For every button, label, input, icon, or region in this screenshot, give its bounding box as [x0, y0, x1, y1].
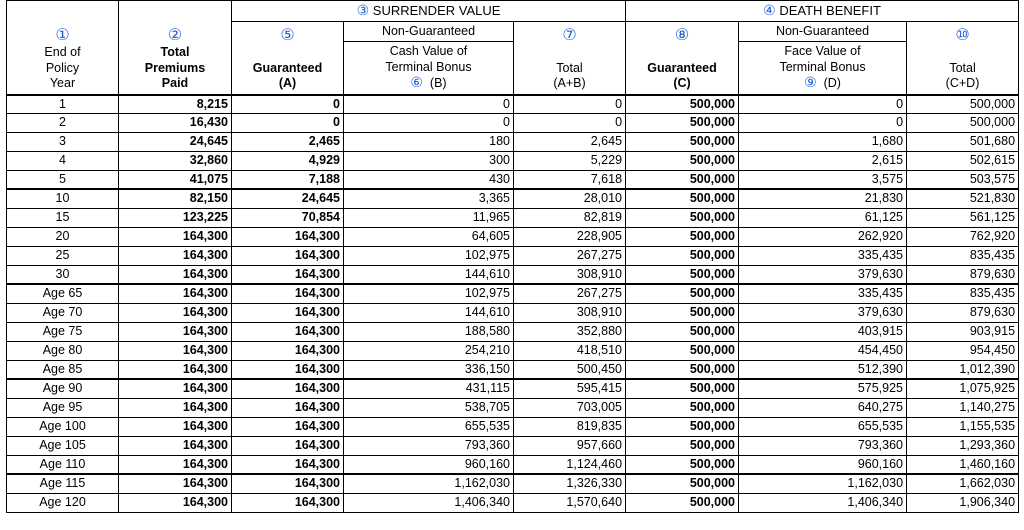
- policy-year-cell: Age 85: [7, 360, 119, 379]
- table-header: [7, 1, 1019, 95]
- value-cell: 21,830: [739, 189, 907, 208]
- value-cell: 954,450: [907, 341, 1019, 360]
- header-text: (C): [673, 76, 691, 90]
- policy-year-cell: 20: [7, 228, 119, 247]
- col-policy-year-header: [7, 1, 119, 95]
- value-cell: 7,618: [514, 170, 626, 189]
- policy-year-cell: 30: [7, 265, 119, 284]
- value-cell: 164,300: [232, 323, 344, 342]
- value-cell: 960,160: [739, 455, 907, 474]
- value-cell: 144,610: [344, 265, 514, 284]
- value-cell: 1,162,030: [344, 474, 514, 493]
- header-text: Policy: [45, 60, 80, 75]
- col-guaranteed-c-header: [626, 21, 739, 95]
- value-cell: 1,680: [739, 133, 907, 152]
- value-cell: 500,000: [626, 436, 739, 455]
- value-cell: 957,660: [514, 436, 626, 455]
- value-cell: 379,630: [739, 265, 907, 284]
- table-row: [7, 341, 1019, 360]
- value-cell: 1,140,275: [907, 399, 1019, 418]
- value-cell: 762,920: [907, 228, 1019, 247]
- marker-8: ⑧: [674, 27, 690, 44]
- value-cell: 703,005: [514, 399, 626, 418]
- value-cell: 267,275: [514, 284, 626, 303]
- value-cell: 500,000: [626, 95, 739, 114]
- value-cell: 16,430: [119, 114, 232, 133]
- value-cell: 335,435: [739, 246, 907, 265]
- table-row: [7, 265, 1019, 284]
- table-row: [7, 133, 1019, 152]
- value-cell: 164,300: [232, 379, 344, 398]
- value-cell: 595,415: [514, 379, 626, 398]
- policy-year-cell: 2: [7, 114, 119, 133]
- value-cell: 164,300: [232, 246, 344, 265]
- value-cell: 164,300: [232, 284, 344, 303]
- value-cell: 879,630: [907, 304, 1019, 323]
- value-cell: 300: [344, 151, 514, 170]
- policy-year-cell: 15: [7, 209, 119, 228]
- value-cell: 1,460,160: [907, 455, 1019, 474]
- value-cell: 500,000: [626, 399, 739, 418]
- value-cell: 3,365: [344, 189, 514, 208]
- value-cell: 0: [739, 95, 907, 114]
- value-cell: 1,012,390: [907, 360, 1019, 379]
- header-text: Paid: [161, 76, 189, 90]
- value-cell: 1,406,340: [739, 494, 907, 513]
- value-cell: 500,000: [626, 418, 739, 437]
- table-row: [7, 151, 1019, 170]
- value-cell: 336,150: [344, 360, 514, 379]
- header-text: Face Value of: [784, 44, 861, 58]
- value-cell: 24,645: [119, 133, 232, 152]
- value-cell: 32,860: [119, 151, 232, 170]
- header-text: Guaranteed: [252, 60, 323, 75]
- table-row: [7, 284, 1019, 303]
- value-cell: 28,010: [514, 189, 626, 208]
- policy-year-cell: Age 105: [7, 436, 119, 455]
- header-text: Terminal Bonus: [385, 59, 472, 74]
- policy-year-cell: 4: [7, 151, 119, 170]
- value-cell: 164,300: [119, 379, 232, 398]
- table-row: [7, 455, 1019, 474]
- table-row: [7, 95, 1019, 114]
- value-cell: 903,915: [907, 323, 1019, 342]
- value-cell: 164,300: [232, 455, 344, 474]
- table-row: [7, 189, 1019, 208]
- value-cell: 5,229: [514, 151, 626, 170]
- policy-year-cell: Age 110: [7, 455, 119, 474]
- value-cell: 500,000: [626, 455, 739, 474]
- value-cell: 164,300: [232, 418, 344, 437]
- value-cell: 1,162,030: [739, 474, 907, 493]
- value-cell: 538,705: [344, 399, 514, 418]
- policy-year-cell: Age 75: [7, 323, 119, 342]
- header-text: (D): [823, 76, 841, 90]
- value-cell: 123,225: [119, 209, 232, 228]
- value-cell: 500,000: [907, 95, 1019, 114]
- col-total-ab-header: [514, 21, 626, 95]
- value-cell: 500,000: [626, 323, 739, 342]
- value-cell: 164,300: [232, 265, 344, 284]
- value-cell: 164,300: [119, 304, 232, 323]
- value-cell: 254,210: [344, 341, 514, 360]
- header-text: End of: [44, 45, 81, 59]
- value-cell: 0: [514, 95, 626, 114]
- table-row: [7, 209, 1019, 228]
- value-cell: 500,000: [626, 494, 739, 513]
- value-cell: 82,819: [514, 209, 626, 228]
- value-cell: 500,000: [626, 209, 739, 228]
- header-text: Total: [556, 60, 583, 75]
- table-row: [7, 474, 1019, 493]
- policy-year-cell: Age 100: [7, 418, 119, 437]
- value-cell: 500,000: [626, 133, 739, 152]
- value-cell: 164,300: [119, 474, 232, 493]
- value-cell: 335,435: [739, 284, 907, 303]
- value-cell: 521,830: [907, 189, 1019, 208]
- value-cell: 1,662,030: [907, 474, 1019, 493]
- value-cell: 164,300: [119, 436, 232, 455]
- policy-year-cell: Age 95: [7, 399, 119, 418]
- value-cell: 164,300: [232, 341, 344, 360]
- table-row: [7, 114, 1019, 133]
- header-text: (B): [429, 76, 447, 90]
- value-cell: 164,300: [232, 494, 344, 513]
- table-row: [7, 304, 1019, 323]
- value-cell: 2,465: [232, 133, 344, 152]
- policy-year-cell: 3: [7, 133, 119, 152]
- value-cell: 500,000: [626, 246, 739, 265]
- policy-year-cell: Age 65: [7, 284, 119, 303]
- value-cell: 2,645: [514, 133, 626, 152]
- value-cell: 4,929: [232, 151, 344, 170]
- value-cell: 640,275: [739, 399, 907, 418]
- table-row: [7, 399, 1019, 418]
- value-cell: 1,075,925: [907, 379, 1019, 398]
- value-cell: 0: [232, 95, 344, 114]
- col-terminal-bonus-b-header: [344, 42, 514, 95]
- value-cell: 500,000: [626, 341, 739, 360]
- value-cell: 352,880: [514, 323, 626, 342]
- value-cell: 164,300: [232, 304, 344, 323]
- marker-10: ⑩: [955, 27, 970, 44]
- value-cell: 500,450: [514, 360, 626, 379]
- value-cell: 0: [344, 114, 514, 133]
- value-cell: 403,915: [739, 323, 907, 342]
- value-cell: 1,293,360: [907, 436, 1019, 455]
- value-cell: 164,300: [119, 360, 232, 379]
- marker-3: ③: [356, 2, 370, 18]
- value-cell: 164,300: [232, 360, 344, 379]
- policy-year-cell: Age 80: [7, 341, 119, 360]
- table-row: [7, 418, 1019, 437]
- surrender-value-title: SURRENDER VALUE: [372, 3, 501, 18]
- marker-2: ②: [167, 27, 183, 44]
- table-row: [7, 436, 1019, 455]
- value-cell: 835,435: [907, 284, 1019, 303]
- marker-4: ④: [763, 2, 776, 18]
- value-cell: 8,215: [119, 95, 232, 114]
- header-text: Terminal Bonus: [779, 59, 866, 74]
- col-terminal-bonus-d-header: [739, 42, 907, 95]
- policy-illustration-table: [6, 0, 1019, 513]
- table-row: [7, 494, 1019, 513]
- value-cell: 793,360: [739, 436, 907, 455]
- value-cell: 164,300: [119, 284, 232, 303]
- col-total-cd-header: [907, 21, 1019, 95]
- value-cell: 164,300: [119, 341, 232, 360]
- value-cell: 0: [344, 95, 514, 114]
- value-cell: 500,000: [907, 114, 1019, 133]
- death-benefit-title: DEATH BENEFIT: [779, 3, 881, 18]
- policy-year-cell: 25: [7, 246, 119, 265]
- value-cell: 164,300: [119, 455, 232, 474]
- value-cell: 1,906,340: [907, 494, 1019, 513]
- value-cell: 164,300: [119, 265, 232, 284]
- value-cell: 308,910: [514, 304, 626, 323]
- header-text: (C+D): [945, 76, 980, 90]
- value-cell: 500,000: [626, 474, 739, 493]
- policy-year-cell: 5: [7, 170, 119, 189]
- surrender-value-header: [232, 1, 626, 22]
- value-cell: 379,630: [739, 304, 907, 323]
- value-cell: 3,575: [739, 170, 907, 189]
- value-cell: 0: [514, 114, 626, 133]
- value-cell: 61,125: [739, 209, 907, 228]
- value-cell: 180: [344, 133, 514, 152]
- header-text: (A): [278, 76, 297, 90]
- value-cell: 0: [739, 114, 907, 133]
- table-row: [7, 379, 1019, 398]
- col-premiums-header: [119, 1, 232, 95]
- value-cell: 501,680: [907, 133, 1019, 152]
- value-cell: 512,390: [739, 360, 907, 379]
- value-cell: 655,535: [739, 418, 907, 437]
- value-cell: 164,300: [119, 228, 232, 247]
- value-cell: 262,920: [739, 228, 907, 247]
- value-cell: 164,300: [119, 399, 232, 418]
- value-cell: 879,630: [907, 265, 1019, 284]
- value-cell: 164,300: [232, 228, 344, 247]
- policy-year-cell: Age 120: [7, 494, 119, 513]
- value-cell: 430: [344, 170, 514, 189]
- value-cell: 500,000: [626, 304, 739, 323]
- table-row: [7, 246, 1019, 265]
- value-cell: 1,406,340: [344, 494, 514, 513]
- value-cell: 308,910: [514, 265, 626, 284]
- value-cell: 102,975: [344, 284, 514, 303]
- marker-1: ①: [55, 27, 70, 44]
- value-cell: 1,155,535: [907, 418, 1019, 437]
- table-body: [7, 95, 1019, 513]
- table-row: [7, 323, 1019, 342]
- value-cell: 431,115: [344, 379, 514, 398]
- value-cell: 267,275: [514, 246, 626, 265]
- death-benefit-header: [626, 1, 1019, 22]
- value-cell: 164,300: [232, 436, 344, 455]
- value-cell: 960,160: [344, 455, 514, 474]
- value-cell: 500,000: [626, 228, 739, 247]
- table-row: [7, 228, 1019, 247]
- value-cell: 164,300: [232, 474, 344, 493]
- policy-year-cell: Age 90: [7, 379, 119, 398]
- value-cell: 1,570,640: [514, 494, 626, 513]
- value-cell: 500,000: [626, 170, 739, 189]
- value-cell: 164,300: [119, 323, 232, 342]
- non-guaranteed-death-label: Non-Guaranteed: [739, 21, 907, 42]
- value-cell: 503,575: [907, 170, 1019, 189]
- value-cell: 500,000: [626, 151, 739, 170]
- header-text: Total: [949, 60, 976, 75]
- non-guaranteed-surrender-label: Non-Guaranteed: [344, 21, 514, 42]
- value-cell: 454,450: [739, 341, 907, 360]
- value-cell: 2,615: [739, 151, 907, 170]
- value-cell: 82,150: [119, 189, 232, 208]
- value-cell: 500,000: [626, 379, 739, 398]
- value-cell: 793,360: [344, 436, 514, 455]
- value-cell: 228,905: [514, 228, 626, 247]
- value-cell: 164,300: [119, 418, 232, 437]
- col-guaranteed-a-header: [232, 21, 344, 95]
- value-cell: 164,300: [119, 494, 232, 513]
- value-cell: 500,000: [626, 265, 739, 284]
- value-cell: 70,854: [232, 209, 344, 228]
- value-cell: 500,000: [626, 189, 739, 208]
- value-cell: 500,000: [626, 114, 739, 133]
- value-cell: 144,610: [344, 304, 514, 323]
- value-cell: 561,125: [907, 209, 1019, 228]
- value-cell: 102,975: [344, 246, 514, 265]
- value-cell: 502,615: [907, 151, 1019, 170]
- value-cell: 7,188: [232, 170, 344, 189]
- marker-9: ⑨: [804, 74, 817, 90]
- value-cell: 0: [232, 114, 344, 133]
- table-row: [7, 170, 1019, 189]
- marker-6: ⑥: [410, 74, 423, 90]
- policy-year-cell: Age 70: [7, 304, 119, 323]
- value-cell: 819,835: [514, 418, 626, 437]
- value-cell: 500,000: [626, 284, 739, 303]
- header-text: Cash Value of: [389, 44, 468, 58]
- marker-7: ⑦: [562, 27, 577, 44]
- value-cell: 64,605: [344, 228, 514, 247]
- value-cell: 24,645: [232, 189, 344, 208]
- value-cell: 835,435: [907, 246, 1019, 265]
- value-cell: 164,300: [232, 399, 344, 418]
- policy-year-cell: 1: [7, 95, 119, 114]
- header-text: Premiums: [144, 60, 206, 75]
- value-cell: 655,535: [344, 418, 514, 437]
- value-cell: 1,124,460: [514, 455, 626, 474]
- value-cell: 1,326,330: [514, 474, 626, 493]
- marker-5: ⑤: [280, 27, 295, 44]
- policy-year-cell: Age 115: [7, 474, 119, 493]
- value-cell: 41,075: [119, 170, 232, 189]
- value-cell: 164,300: [119, 246, 232, 265]
- value-cell: 575,925: [739, 379, 907, 398]
- value-cell: 188,580: [344, 323, 514, 342]
- header-text: Year: [49, 76, 76, 90]
- value-cell: 11,965: [344, 209, 514, 228]
- table-row: [7, 360, 1019, 379]
- policy-year-cell: 10: [7, 189, 119, 208]
- header-text: Total: [160, 45, 190, 59]
- header-text: Guaranteed: [647, 60, 717, 75]
- header-text: (A+B): [553, 76, 586, 90]
- value-cell: 418,510: [514, 341, 626, 360]
- value-cell: 500,000: [626, 360, 739, 379]
